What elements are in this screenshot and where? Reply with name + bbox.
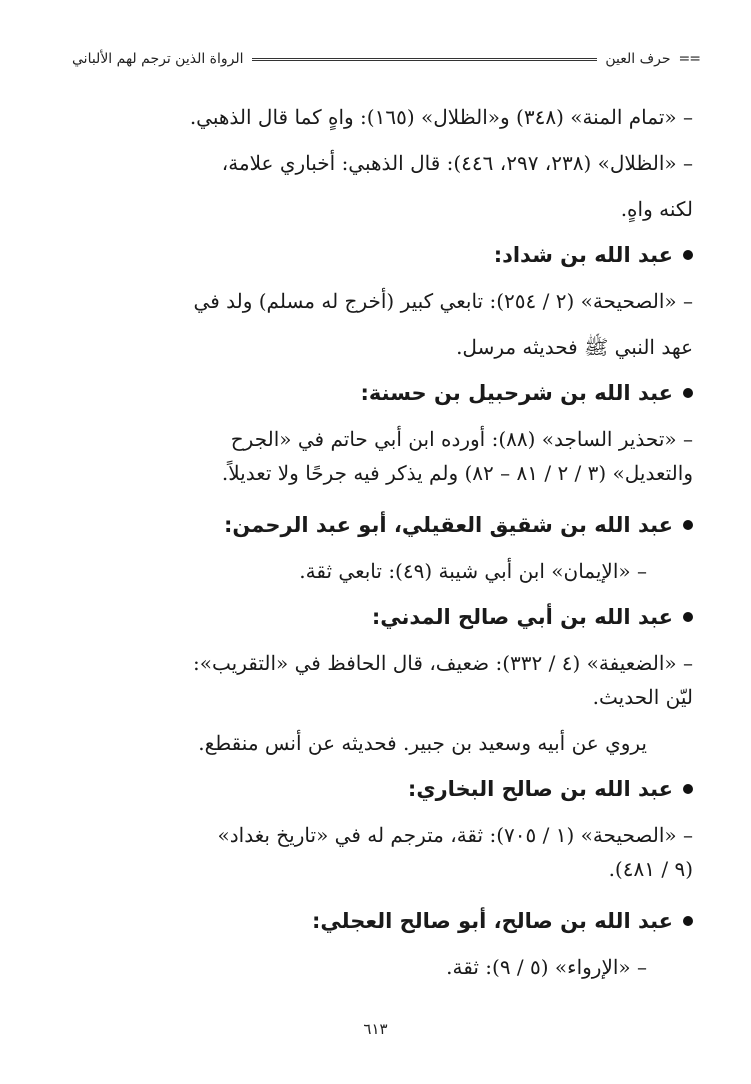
text-line: – «الإيمان» ابن أبي شيبة (٤٩): تابعي ثقة. (299, 559, 647, 583)
heading-text: عبد الله بن شداد: (493, 243, 673, 267)
narrator-heading (65, 772, 693, 806)
narrator-heading (65, 508, 693, 542)
bullet-icon (683, 250, 693, 260)
text-line: – «الصحيحة» (١ / ٧٠٥): ثقة، مترجم له في «تاريخ بغداد» (217, 823, 693, 847)
heading-text: عبد الله بن شقيق العقيلي، أبو عبد الرحمن: (223, 513, 673, 537)
text-line: يروي عن أبيه وسعيد بن جبير. فحديثه عن أنس منقطع. (198, 731, 647, 755)
text-line: – «الإرواء» (٥ / ٩): ثقة. (446, 955, 647, 979)
bullet-icon (683, 520, 693, 530)
text-line: (٩ / ٤٨١). (608, 857, 693, 881)
text-line: عهد النبي ﷺ فحديثه مرسل. (456, 335, 693, 359)
text-line: لكنه واهٍ. (620, 197, 693, 221)
header-section-title: حرف العين (605, 51, 671, 67)
heading-text: عبد الله بن أبي صالح المدني: (371, 605, 673, 629)
text-line: – «تمام المنة» (٣٤٨) و«الظلال» (١٦٥): واهٍ كما قال الذهبي. (189, 105, 693, 129)
header-rule (252, 58, 598, 61)
page-number: ٦١٣ (363, 1020, 388, 1038)
page-body (65, 100, 693, 984)
narrator-heading (65, 600, 693, 634)
narrator-heading (65, 904, 693, 938)
text-line: والتعديل» (٣ / ٢ / ٨١ – ٨٢) ولم يذكر فيه جرحًا ولا تعديلاً. (221, 461, 693, 485)
text-line: – «تحذير الساجد» (٨٨): أورده ابن أبي حاتم في «الجرح (230, 427, 693, 451)
text-line: – «الصحيحة» (٢ / ٢٥٤): تابعي كبير (أخرج له مسلم) ولد في (193, 289, 693, 313)
text-line: – «الضعيفة» (٤ / ٣٣٢): ضعيف، قال الحافظ في «التقريب»: (193, 651, 693, 675)
bullet-icon (683, 916, 693, 926)
bullet-icon (683, 784, 693, 794)
heading-text: عبد الله بن صالح، أبو صالح العجلي: (312, 909, 673, 933)
narrator-heading (65, 238, 693, 272)
text-line: ليّن الحديث. (592, 685, 693, 709)
bullet-icon (683, 612, 693, 622)
text-line: – «الظلال» (٢٣٨، ٢٩٧، ٤٤٦): قال الذهبي: أخباري علامة، (221, 151, 693, 175)
running-header (72, 44, 700, 74)
bullet-icon (683, 388, 693, 398)
header-book-title: الرواة الذين ترجم لهم الألباني (72, 51, 244, 67)
heading-text: عبد الله بن شرحبيل بن حسنة: (360, 381, 673, 405)
heading-text: عبد الله بن صالح البخاري: (407, 777, 673, 801)
header-marker: == (678, 51, 700, 67)
narrator-heading (65, 376, 693, 410)
